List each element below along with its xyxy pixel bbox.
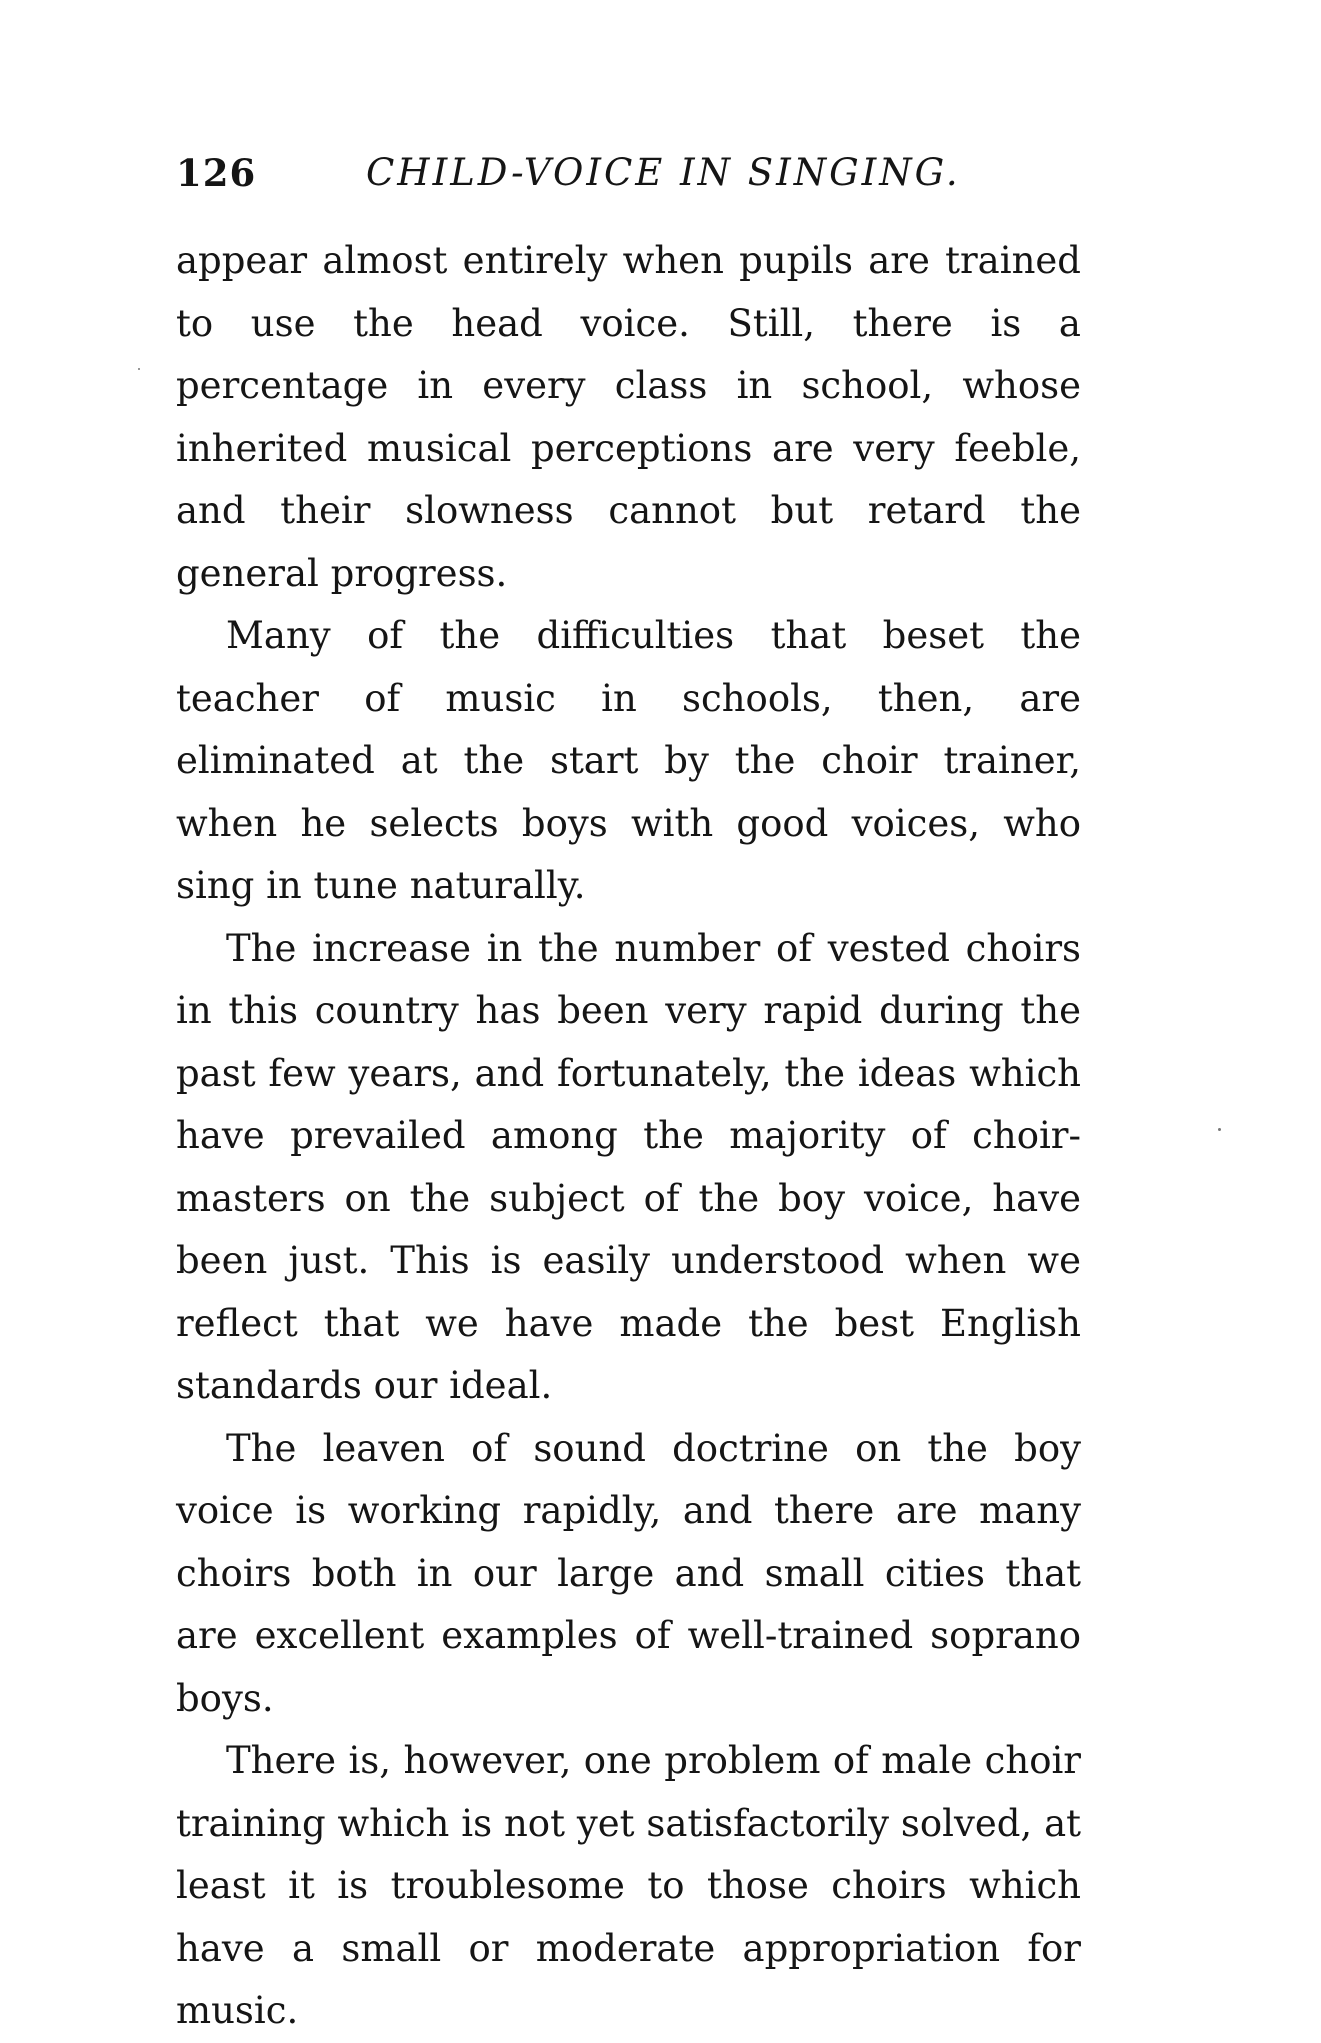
scan-speck [138,368,140,370]
scan-speck [1218,1128,1221,1131]
running-title: CHILD-VOICE IN SINGING. [366,151,961,194]
page-number: 126 [176,151,257,195]
body-text [176,230,1081,2043]
paragraph-leaven: The leaven of sound doctrine on the boy voice is working rapidly, and there are many choirs both in our large and small cities that are excellent examples of well-trained soprano boys. [176,1426,1081,1720]
paragraph-problem: There is, however, one problem of male choir training which is not yet satisfactorily solved, at least it is troublesome to those choirs which have a small or moderate appropriation for music. [176,1739,1081,2032]
paragraph-vested-choirs: The increase in the number of vested choirs in this country has been very rapid during the past few years, and fortunately, the ideas which have prevailed among the majority of choir-masters on the subject of the boy voice, have been just. This is easily understood when we reflect that we have made the best English standards our ideal. [176,926,1081,1407]
page-header [176,150,1076,196]
paragraph-difficulties: Many of the difficulties that beset the teacher of music in schools, then, are eliminated at the start by the choir trainer, when he selects boys with good voices, who sing in tune naturally. [176,614,1081,907]
paragraph-continuation: appear almost entirely when pupils are trained to use the head voice. Still, there is a percentage in every class in school, whose inherited musical perceptions are very feeble, and their slowness cannot but retard the general progress. [176,239,1081,595]
